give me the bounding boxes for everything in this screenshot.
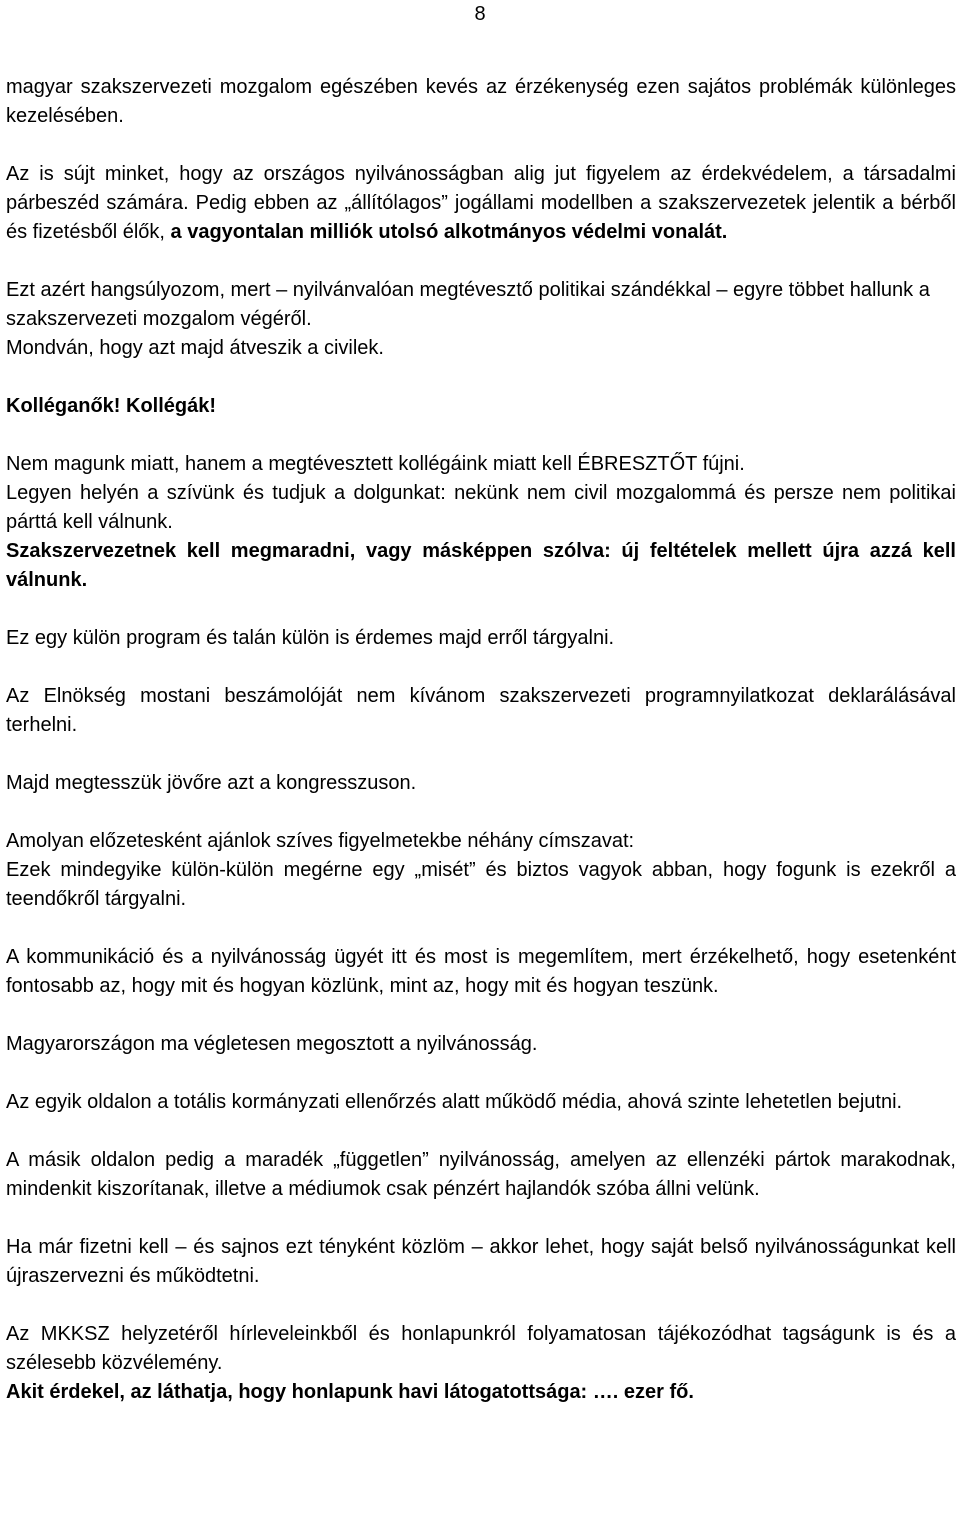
paragraph-7: Az Elnökség mostani beszámolóját nem kívánom szakszervezeti programnyilatkozat deklarálásával terhelni. — [6, 685, 956, 736]
paragraph-6: Ez egy külön program és talán külön is érdemes majd erről tárgyalni. — [6, 627, 615, 649]
paragraph-8: Majd megtesszük jövőre azt a kongresszuson. — [6, 772, 417, 794]
page-number: 8 — [474, 3, 486, 25]
paragraph-13: A másik oldalon pedig a maradék „független” nyilvánosság, amelyen az ellenzéki pártok marakodnak, mindenkit kiszorítanak, illetve a médiumok csak pénzért hajlandók szóba állni velünk. — [6, 1149, 956, 1200]
paragraph-9-line: Amolyan előzetesként ajánlok szíves figyelmetekbe néhány címszavat: — [6, 830, 635, 852]
paragraph-9 — [6, 827, 956, 914]
paragraph-3-text: Ezt azért hangsúlyozom, mert – nyilvánvalóan megtévesztő politikai szándékkal – egyre többet hallunk a szakszervezeti mozgalom végéről. — [6, 279, 930, 330]
paragraph-2 — [6, 160, 956, 247]
paragraph-5-text: Legyen helyén a szívünk és tudjuk a dolgunkat: nekünk nem civil mozgalommá és persze nem politikai párttá kell válnunk. — [6, 482, 956, 533]
paragraph-2-bold-text: a vagyontalan milliók utolsó alkotmányos védelmi vonalát. — [170, 221, 728, 243]
paragraph-5 — [6, 450, 956, 595]
paragraph-2-text: Az is sújt minket, hogy az országos nyilvánosságban alig jut figyelem az érdekvédelem, a társadalmi párbeszéd számára. Pedig ebben az „állítólagos” jogállami modellben a szakszervezetek jelentik a bérből és fizetésből élők, — [6, 163, 956, 243]
salutation: Kolléganők! Kollégák! — [6, 395, 217, 417]
paragraph-5-line: Nem magunk miatt, hanem a megtévesztett kollégáink miatt kell ÉBRESZTŐT fújni. — [6, 453, 745, 475]
paragraph-3 — [6, 276, 956, 363]
paragraph-14: Ha már fizetni kell – és sajnos ezt tényként közlöm – akkor lehet, hogy saját belső nyilvánosságunkat kell újraszervezni és működtetni. — [6, 1236, 956, 1287]
paragraph-9-text: Ezek mindegyike külön-külön megérne egy „misét” és biztos vagyok abban, hogy fogunk is ezekről a teendőkről tárgyalni. — [6, 859, 956, 910]
paragraph-11: Magyarországon ma végletesen megosztott a nyilvánosság. — [6, 1033, 538, 1055]
paragraph-5-bold-text: Szakszervezetnek kell megmaradni, vagy másképpen szólva: új feltételek mellett újra azzá kell válnunk. — [6, 540, 956, 591]
paragraph-10: A kommunikáció és a nyilvánosság ügyét itt és most is megemlítem, mert érzékelhető, hogy esetenként fontosabb az, hogy mit és hogyan közlünk, mint az, hogy mit és hogyan teszünk. — [6, 946, 956, 997]
paragraph-1: magyar szakszervezeti mozgalom egészében kevés az érzékenység ezen sajátos problémák különleges kezelésében. — [6, 76, 956, 127]
paragraph-15-text: Az MKKSZ helyzetéről hírleveleinkből és honlapunkról folyamatosan tájékozódhat tagságunk is és a szélesebb közvélemény. — [6, 1323, 956, 1374]
paragraph-3-continuation: Mondván, hogy azt majd átveszik a civilek. — [6, 337, 384, 359]
paragraph-15-bold-text: Akit érdekel, az láthatja, hogy honlapunk havi látogatottsága: …. ezer fő. — [6, 1381, 694, 1403]
paragraph-12: Az egyik oldalon a totális kormányzati ellenőrzés alatt működő média, ahová szinte lehetetlen bejutni. — [6, 1091, 903, 1113]
document-body — [6, 73, 956, 1407]
paragraph-15 — [6, 1320, 956, 1407]
